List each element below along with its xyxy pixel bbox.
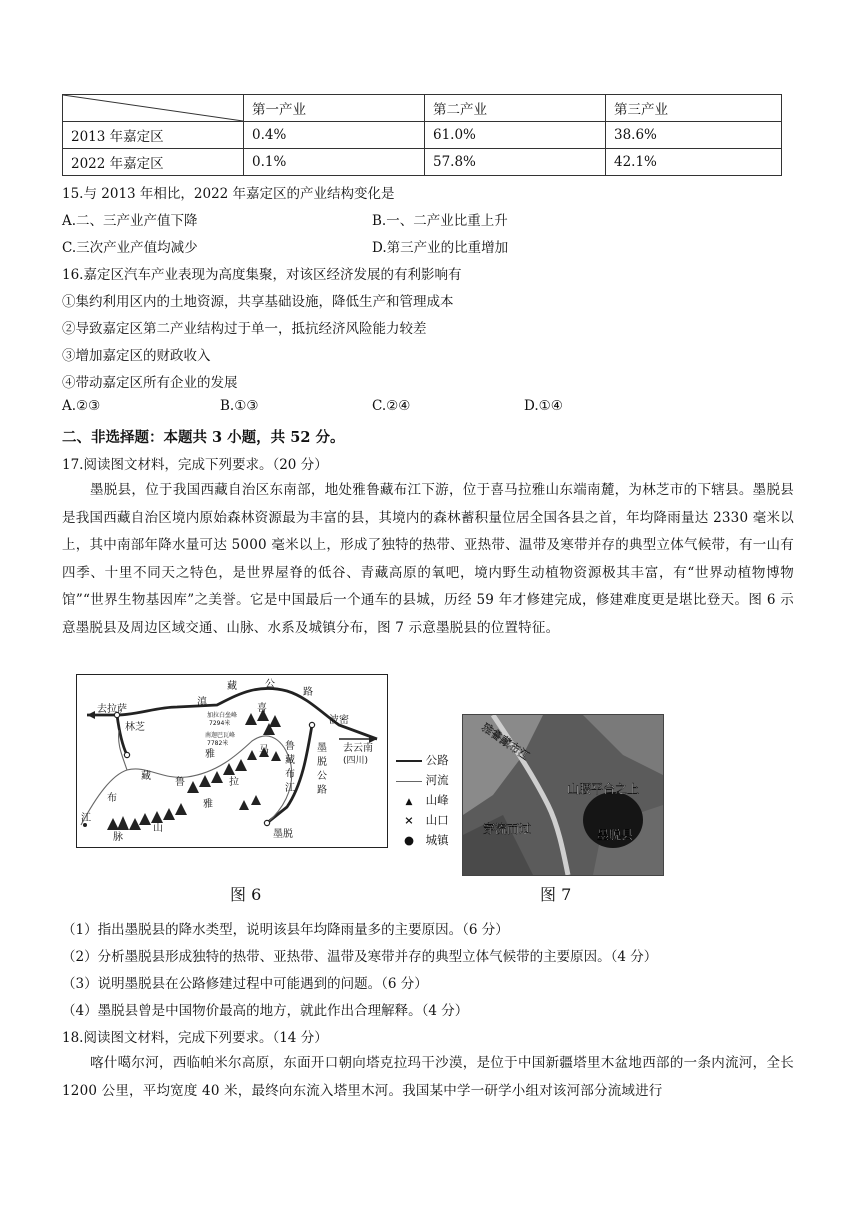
- label-namcha-height: 7782米: [207, 740, 229, 747]
- q16-item-4: ④带动嘉定区所有企业的发展: [62, 375, 238, 391]
- legend-label: 河流: [425, 773, 449, 787]
- label-mtn-3: 拉: [229, 777, 239, 788]
- label-medog-road-4: 路: [317, 785, 327, 796]
- label-highway-4: 路: [303, 687, 313, 698]
- label-river-2: 鲁: [175, 777, 185, 788]
- satellite-image: [463, 715, 663, 875]
- q18-paragraph: 喀什噶尔河，西临帕米尔高原，东面开口朝向塔克拉玛干沙漠，是位于中国新疆塔里木盆地西部的一条内流河，全长 1200 公里，平均宽度 40 米，最终向东流入塔里木河。我国某中学一研学小组对该河部分流域进行: [62, 1055, 794, 1099]
- label-to-lhasa: 去拉萨: [97, 704, 127, 715]
- q15-option-d[interactable]: D.第三产业的比重增加: [372, 240, 509, 256]
- label-yarlung-river: 雅鲁藏布江: [479, 720, 532, 764]
- legend-pass: [396, 812, 449, 828]
- table-row: [63, 149, 782, 176]
- table-header-cell: [63, 95, 244, 122]
- town-icon: ●: [403, 833, 415, 847]
- q15-stem: 15.与 2013 年相比，2022 年嘉定区的产业结构变化是: [62, 186, 395, 202]
- label-mtn-6: 脉: [113, 832, 123, 843]
- table-cell: 38.6%: [606, 122, 782, 149]
- label-river-4: 江: [81, 813, 91, 824]
- label-yalu-3: 藏: [285, 755, 295, 766]
- town-marker: [264, 820, 269, 825]
- q16-item-1: ①集约利用区内的土地资源，共享基础设施，降低生产和管理成本: [62, 294, 454, 310]
- q16-option-a[interactable]: A.②③: [62, 398, 101, 414]
- label-yalu-4: 布: [285, 769, 295, 780]
- label-linzhi: 林芝: [125, 722, 145, 733]
- q17-sub-1: （1）指出墨脱县的降水类型，说明该县年均降雨量多的主要原因。（6 分）: [62, 922, 509, 938]
- q17-sub-4: （4）墨脱县曾是中国物价最高的地方，就此作出合理解释。（4 分）: [62, 1003, 469, 1019]
- label-yalu-1: 雅: [205, 749, 215, 760]
- table-header-cell: 第一产业: [244, 95, 425, 122]
- label-mountain-platform: 山腰平台之上: [567, 782, 640, 796]
- figure-7-caption: 图 7: [540, 885, 572, 904]
- label-gyala: 加拉白垒峰: [207, 712, 238, 719]
- table-cell: 61.0%: [425, 122, 606, 149]
- legend-label: 城镇: [425, 833, 449, 847]
- legend-road: [396, 752, 449, 768]
- legend-town: [396, 832, 449, 848]
- diagonal-line: [63, 95, 243, 121]
- label-gyala-height: 7294米: [209, 720, 231, 727]
- label-flows-through: 穿流而过: [483, 822, 532, 836]
- table-cell: 57.8%: [425, 149, 606, 176]
- legend-label: 山峰: [425, 793, 449, 807]
- label-mtn-4: 雅: [203, 799, 213, 810]
- label-to-yunnan: 去云南: [343, 743, 373, 754]
- label-medog-county: 墨脱县: [597, 828, 634, 842]
- industry-table: [62, 94, 782, 176]
- q16-option-d[interactable]: D.①④: [524, 398, 563, 414]
- label-mtn-5: 山: [153, 823, 163, 834]
- q17-sub-2: （2）分析墨脱县形成独特的热带、亚热带、温带及寒带并存的典型立体气候带的主要原因。（4 分）: [62, 949, 658, 965]
- q16-item-3: ③增加嘉定区的财政收入: [62, 348, 211, 364]
- map-drawing: [77, 675, 387, 847]
- table-header-row: [63, 95, 782, 122]
- label-sichuan: (四川): [343, 756, 369, 766]
- label-river-1: 藏: [141, 771, 151, 782]
- table-row: [63, 122, 782, 149]
- label-bomi: 波密: [329, 715, 349, 726]
- label-namcha: 南迦巴瓦峰: [205, 732, 236, 739]
- label-medog-road-3: 公: [317, 771, 327, 782]
- river-symbol: [396, 781, 422, 782]
- q17-stem: 17.阅读图文材料，完成下列要求。（20 分）: [62, 457, 328, 473]
- q16-option-b[interactable]: B.①③: [220, 398, 259, 414]
- label-river-3: 布: [107, 793, 117, 804]
- q16-stem: 16.嘉定区汽车产业表现为高度集聚，对该区经济发展的有利影响有: [62, 267, 462, 283]
- town-marker: [309, 722, 314, 727]
- label-mtn-2: 马: [259, 745, 269, 756]
- label-medog: 墨脱: [273, 829, 293, 840]
- road-symbol: [396, 760, 422, 762]
- legend-river: [396, 772, 449, 788]
- q18-stem: 18.阅读图文材料，完成下列要求。（14 分）: [62, 1030, 328, 1046]
- legend-peak: [396, 792, 449, 808]
- q15-option-b[interactable]: B.一、二产业比重上升: [372, 213, 508, 229]
- label-yalu-5: 江: [285, 783, 295, 794]
- label-medog-road-2: 脱: [317, 757, 327, 768]
- table-header-cell: 第二产业: [425, 95, 606, 122]
- legend-label: 公路: [425, 753, 449, 767]
- town-marker: [124, 752, 129, 757]
- label-highway-1: 滇: [197, 697, 207, 708]
- table-cell: 0.4%: [244, 122, 425, 149]
- legend-label: 山口: [425, 813, 449, 827]
- q17-sub-3: （3）说明墨脱县在公路修建过程中可能遇到的问题。（6 分）: [62, 976, 428, 992]
- label-highway-2: 藏: [227, 681, 237, 692]
- figure-7-photo: [462, 714, 664, 876]
- table-cell: 2013 年嘉定区: [63, 122, 244, 149]
- table-cell: 42.1%: [606, 149, 782, 176]
- section-heading: 二、非选择题：本题共 3 小题，共 52 分。: [62, 429, 345, 446]
- peak-icon: ▲: [405, 797, 413, 807]
- table-cell: 0.1%: [244, 149, 425, 176]
- figure-6-map: [76, 674, 388, 848]
- table-cell: 2022 年嘉定区: [63, 149, 244, 176]
- table-header-cell: 第三产业: [606, 95, 782, 122]
- q15-option-a[interactable]: A.二、三产业产值下降: [62, 213, 198, 229]
- q16-option-c[interactable]: C.②④: [372, 398, 411, 414]
- label-highway-3: 公: [265, 679, 275, 690]
- label-medog-road-1: 墨: [317, 743, 327, 754]
- q17-paragraph: 墨脱县，位于我国西藏自治区东南部，地处雅鲁藏布江下游，位于喜马拉雅山东端南麓，为林芝市的下辖县。墨脱县是我国西藏自治区境内原始森林资源最为丰富的县，其境内的森林蓄积量位居全国各县之首，年均降雨量达 2330 毫米以上，其中南部年降水量可达 5000 毫米以上，形成了独特的热带、亚热带、温带及寒带并存的典型立体气候带，有一山有四季、十里不同天之特色，是世界屋脊的低谷、青藏高原的氧吧，境内野生动植物资源极其丰富，有“世界动植物博物馆”“世界生物基因库”之美誉。它是中国最后一个通车的县城，历经 59 年才修建完成，修建难度更是堪比登天。图 6 示意墨脱县及周边区域交通、山脉、水系及城镇分布，图 7 示意墨脱县的位置特征。: [62, 482, 794, 636]
- label-mtn-1: 喜: [257, 703, 267, 714]
- q15-option-c[interactable]: C.三次产业产值均减少: [62, 240, 198, 256]
- pass-icon: ×: [404, 813, 414, 827]
- arrow-left-icon: [87, 711, 95, 719]
- q16-item-2: ②导致嘉定区第二产业结构过于单一，抵抗经济风险能力较差: [62, 321, 427, 337]
- label-yalu-2: 鲁: [285, 741, 295, 752]
- figure-6-caption: 图 6: [230, 885, 262, 904]
